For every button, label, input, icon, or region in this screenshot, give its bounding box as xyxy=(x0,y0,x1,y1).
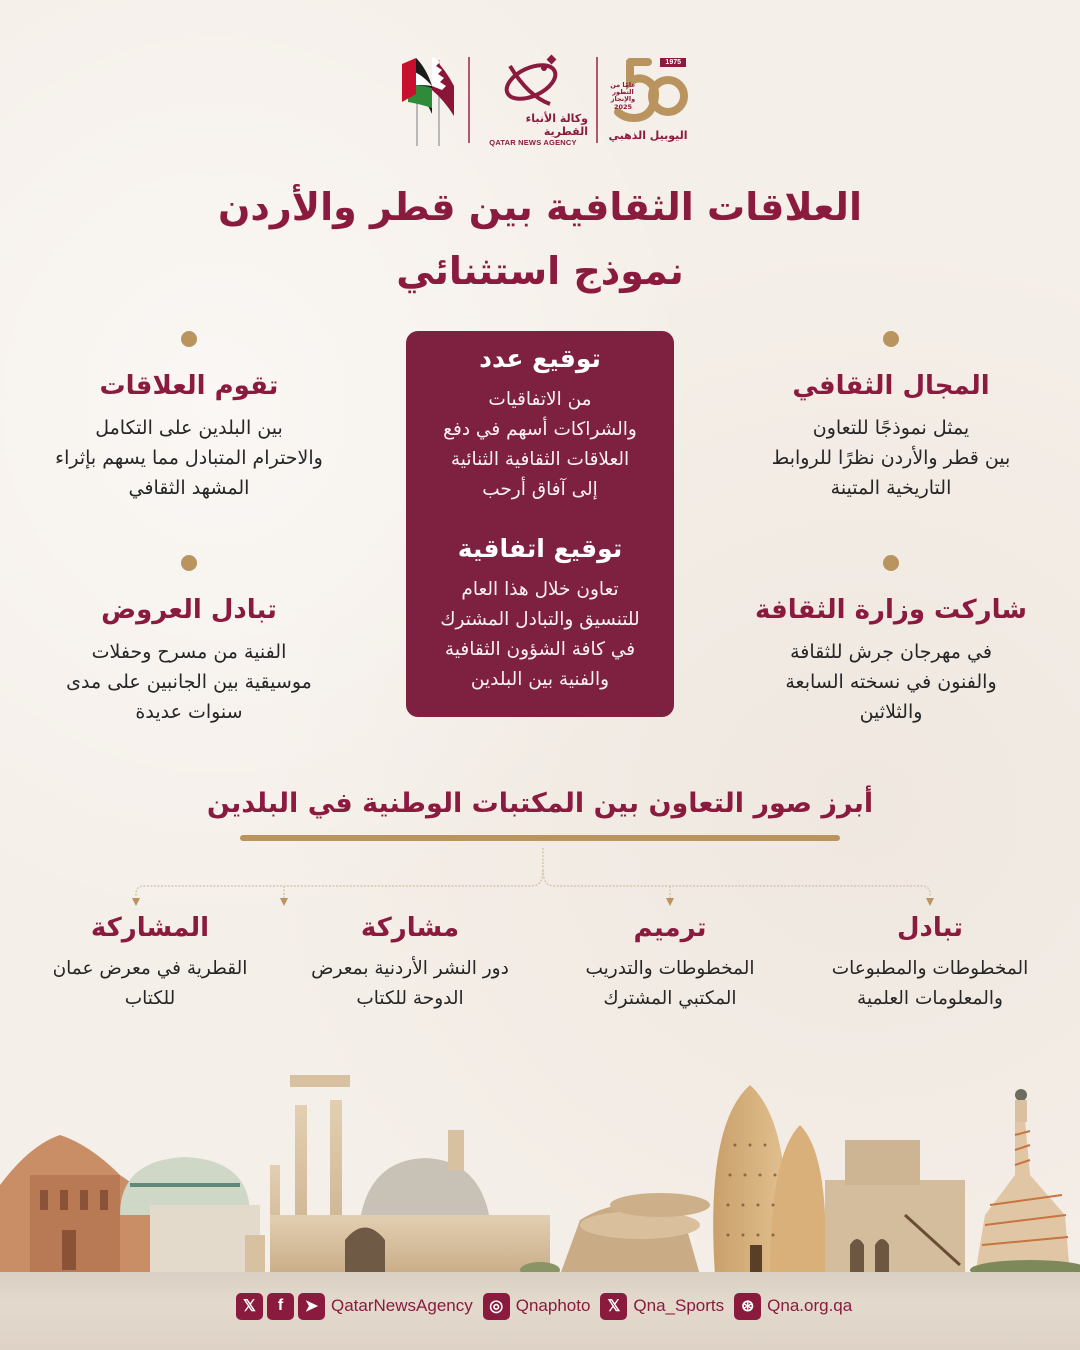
body-line: في كافة الشؤون الثقافية xyxy=(444,639,636,660)
body-line: دور النشر الأردنية بمعرض xyxy=(311,958,509,979)
body-line: الدوحة للكتاب xyxy=(356,988,464,1009)
block-title: تبادل العروض xyxy=(101,595,277,625)
relations-basis-block xyxy=(29,331,349,503)
cultural-field-block xyxy=(731,331,1051,503)
body-line: الفنية من مسرح وحفلات xyxy=(91,641,287,663)
item-body xyxy=(545,954,795,1014)
body-line: القطرية في معرض عمان xyxy=(52,958,248,979)
agency-name-arabic: وكالة الأنباء القطرية xyxy=(525,112,588,138)
agreements-card xyxy=(406,331,674,717)
body-line: والمعلومات العلمية xyxy=(857,988,1003,1009)
body-line: والثلاثين xyxy=(859,701,923,723)
website-link[interactable]: Qna.org.qa xyxy=(767,1296,853,1315)
handle-qna-sports[interactable]: Qna_Sports xyxy=(633,1296,725,1315)
golden-jubilee-logo xyxy=(606,54,690,146)
item-title: ترميم xyxy=(633,913,707,943)
agency-name-english: QATAR NEWS AGENCY xyxy=(489,138,577,147)
jubilee-caption xyxy=(608,82,638,112)
qna-logo xyxy=(478,52,588,147)
body-line: والفنون في نسخته السابعة xyxy=(785,671,997,693)
handle-qatarnewsagency[interactable]: QatarNewsAgency xyxy=(331,1296,473,1315)
body-line: المشهد الثقافي xyxy=(128,477,250,499)
handle-qnaphoto[interactable]: Qnaphoto xyxy=(515,1296,591,1315)
item-title: مشاركة xyxy=(360,913,460,943)
body-line: والفنية بين البلدين xyxy=(470,669,610,690)
qatar-flag-icon xyxy=(428,56,458,116)
qna-emblem-icon xyxy=(498,52,568,110)
library-item-restoration xyxy=(545,908,795,1014)
x-icon[interactable]: 𝕏 xyxy=(236,1293,263,1320)
item-title: تبادل xyxy=(896,913,964,943)
flags xyxy=(400,54,460,146)
title-line-2: نموذج استثنائي xyxy=(396,249,684,293)
section-title: أبرز صور التعاون بين المكتبات الوطنية في البلدين xyxy=(206,788,874,819)
jubilee-caption-text: عامًا من التطور والإنجاز xyxy=(610,80,636,104)
library-item-exchange xyxy=(805,908,1055,1014)
item-body xyxy=(285,954,535,1014)
card-title: توقيع اتفاقية xyxy=(457,534,623,563)
ministry-participation-block xyxy=(731,555,1051,727)
body-line: المكتبي المشترك xyxy=(603,988,737,1009)
block-body xyxy=(29,637,349,727)
performances-exchange-block xyxy=(29,555,349,727)
telegram-icon[interactable]: ➤ xyxy=(298,1293,325,1320)
landmarks-skyline-image xyxy=(0,1065,1080,1275)
body-line: تعاون خلال هذا العام xyxy=(461,579,619,600)
body-line: في مهرجان جرش للثقافة xyxy=(790,641,992,663)
social-footer xyxy=(236,1292,858,1320)
body-line: والشراكات أسهم في دفع xyxy=(443,419,637,440)
body-line: موسيقية بين الجانبين على مدى xyxy=(66,671,312,693)
block-body xyxy=(731,637,1051,727)
facebook-icon[interactable]: f xyxy=(267,1293,294,1320)
card-block-agreements xyxy=(406,339,674,505)
item-body xyxy=(25,954,275,1014)
body-line: المخطوطات والمطبوعات xyxy=(831,958,1029,979)
bullet-dot-icon xyxy=(181,331,197,347)
website-icon[interactable]: ⊛ xyxy=(734,1293,761,1320)
x-sports-icon[interactable]: 𝕏 xyxy=(600,1293,627,1320)
logo-divider xyxy=(596,57,598,143)
body-line: العلاقات الثقافية الثنائية xyxy=(450,449,630,470)
body-line: والاحترام المتبادل مما يسهم بإثراء xyxy=(55,447,323,469)
item-body xyxy=(805,954,1055,1014)
title-line-1: العلاقات الثقافية بين قطر والأردن xyxy=(218,185,862,229)
card-block-agreement-signing xyxy=(406,529,674,695)
body-line: سنوات عديدة xyxy=(135,701,243,723)
block-title: المجال الثقافي xyxy=(792,371,990,401)
header-logos xyxy=(400,52,690,147)
jubilee-label: اليوبيل الذهبي xyxy=(608,128,688,142)
jubilee-end-year: 2025 xyxy=(613,102,633,111)
block-body xyxy=(29,413,349,503)
body-line: إلى آفاق أرحب xyxy=(482,479,598,500)
card-body xyxy=(406,575,674,695)
block-body xyxy=(731,413,1051,503)
branch-connector-icon xyxy=(100,848,980,908)
body-line: من الاتفاقيات xyxy=(488,389,592,410)
body-line: للكتاب xyxy=(124,988,176,1009)
bullet-dot-icon xyxy=(181,555,197,571)
bullet-dot-icon xyxy=(883,331,899,347)
bullet-dot-icon xyxy=(883,555,899,571)
body-line: بين قطر والأردن نظرًا للروابط xyxy=(771,447,1011,469)
item-title: المشاركة xyxy=(90,913,210,943)
library-item-qatar-participation xyxy=(25,908,275,1014)
body-line: المخطوطات والتدريب xyxy=(585,958,755,979)
block-title: تقوم العلاقات xyxy=(99,371,279,401)
body-line: يمثل نموذجًا للتعاون xyxy=(812,417,970,439)
card-body xyxy=(406,385,674,505)
logo-divider xyxy=(468,57,470,143)
page-title xyxy=(0,175,1080,303)
gold-divider xyxy=(240,835,840,841)
body-line: التاريخية المتينة xyxy=(830,477,952,499)
body-line: للتنسيق والتبادل المشترك xyxy=(440,609,640,630)
jubilee-start-year: 1975 xyxy=(660,58,686,67)
body-line: بين البلدين على التكامل xyxy=(95,417,283,439)
card-title: توقيع عدد xyxy=(479,344,601,373)
library-item-jordan-publishers xyxy=(285,908,535,1014)
block-title: شاركت وزارة الثقافة xyxy=(755,595,1027,625)
instagram-icon[interactable]: ◎ xyxy=(483,1293,510,1320)
